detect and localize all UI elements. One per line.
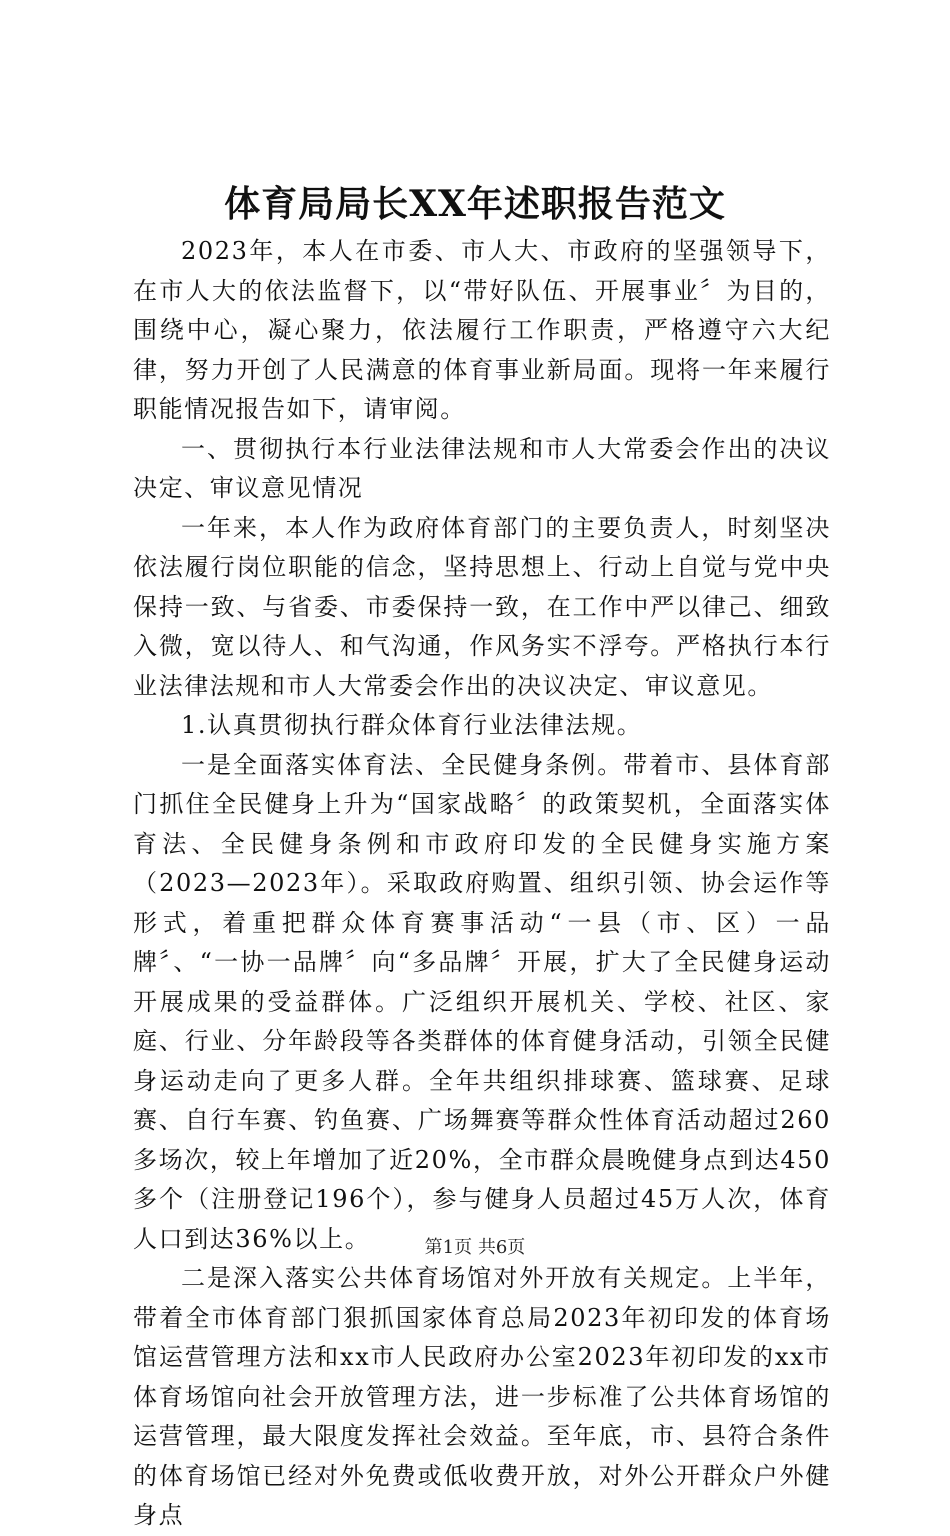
page-footer: 第1页 共6页 [424, 1237, 526, 1258]
document-body [133, 232, 831, 1536]
document-title: 体育局局长XX年述职报告范文 [224, 183, 726, 225]
paragraph-intro: 2023年，本人在市委、市人大、市政府的坚强领导下，在市人大的依法监督下，以“带好队伍、开展事业〞为目的，围绕中心，凝心聚力，依法履行工作职责，严格遵守六大纪律，努力开创了人民满意的体育事业新局面。现将一年来履行职能情况报告如下，请审阅。 [133, 237, 831, 423]
paragraph-point-1: 一是全面落实体育法、全民健身条例。带着市、县体育部门抓住全民健身上升为“国家战略〞的政策契机，全面落实体育法、全民健身条例和市政府印发的全民健身实施方案（2023—2023年）。采取政府购置、组织引领、协会运作等形式，着重把群众体育赛事活动“一县（市、区）一品牌〞、“一协一品牌〞向“多品牌〞开展，扩大了全民健身运动开展成果的受益群体。广泛组织开展机关、学校、社区、家庭、行业、分年龄段等各类群体的体育健身活动，引领全民健身运动走向了更多人群。全年共组织排球赛、篮球赛、足球赛、自行车赛、钓鱼赛、广场舞赛等群众性体育活动超过260多场次，较上年增加了近20%，全市群众晨晚健身点到达450多个（注册登记196个），参与健身人员超过45万人次，体育人口到达36%以上。 [133, 750, 831, 1253]
section-heading-1: 一、贯彻执行本行业法律法规和市人大常委会作出的决议决定、审议意见情况 [133, 434, 831, 502]
paragraph-section-1: 一年来，本人作为政府体育部门的主要负责人，时刻坚决依法履行岗位职能的信念，坚持思想上、行动上自觉与党中央保持一致、与省委、市委保持一致，在工作中严以律己、细致入微，宽以待人、和气沟通，作风务实不浮夸。严格执行本行业法律法规和市人大常委会作出的决议决定、审议意见。 [133, 513, 831, 700]
paragraph-point-2: 二是深入落实公共体育场馆对外开放有关规定。上半年，带着全市体育部门狠抓国家体育总局2023年初印发的体育场馆运营管理方法和xx市人民政府办公室2023年初印发的xx市体育场馆向社会开放管理方法，进一步标准了公共体育场馆的运营管理，最大限度发挥社会效益。至年底，市、县符合条件的体育场馆已经对外免费或低收费开放，对外公开群众户外健身点 [133, 1264, 831, 1529]
subsection-heading-1: 1.认真贯彻执行群众体育行业法律法规。 [181, 711, 643, 739]
